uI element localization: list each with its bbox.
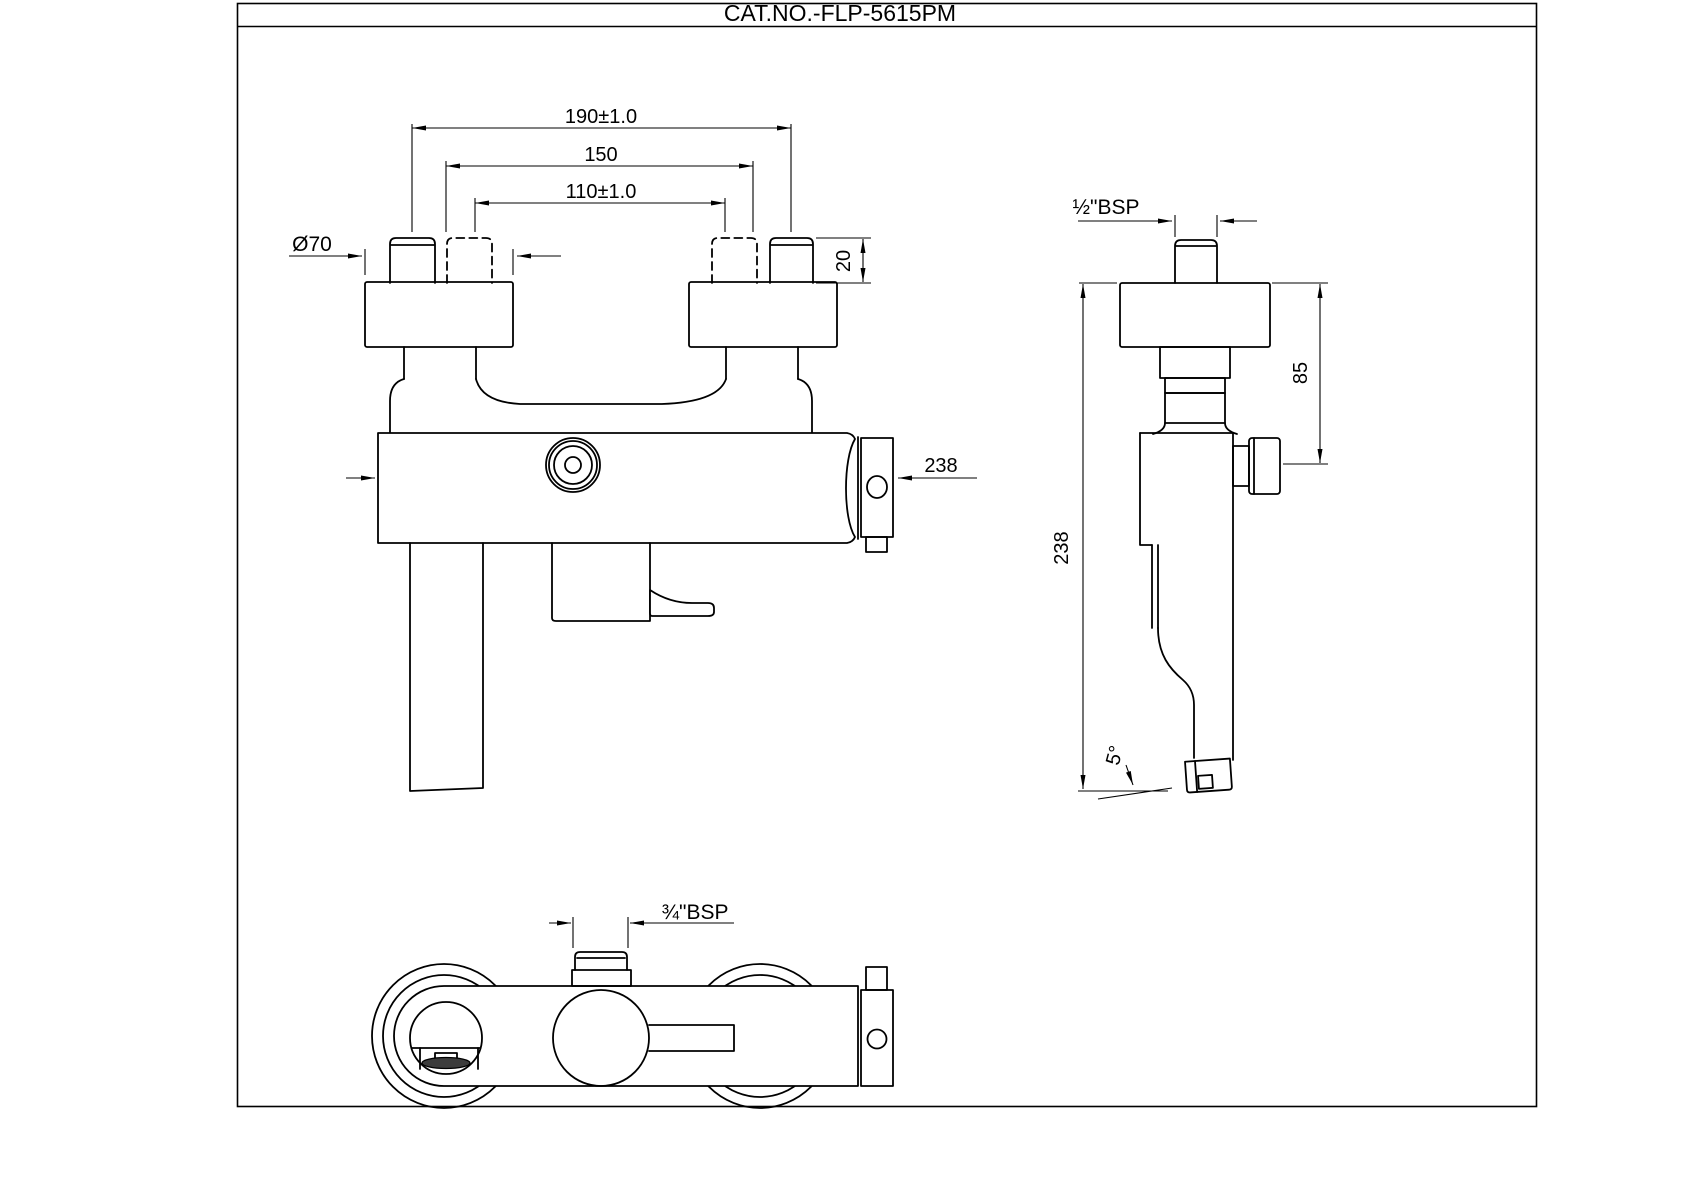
dim-label-spout-angle: 5° xyxy=(1102,743,1129,768)
end-cap-hole xyxy=(868,1030,887,1049)
spout-tube xyxy=(410,543,483,791)
dim-label-connector-length: 20 xyxy=(833,249,855,273)
left-wall-flange xyxy=(365,282,513,347)
housing-left-shoulder xyxy=(390,379,404,433)
dim-label-flange-diameter: Ø70 xyxy=(292,233,332,256)
bottom-body xyxy=(394,986,858,1086)
end-cap-lug xyxy=(866,967,887,990)
title-block xyxy=(238,0,1537,1107)
dim-label-upper-height: 85 xyxy=(1290,361,1312,385)
temperature-knob-end xyxy=(861,438,893,537)
side-wall-flange xyxy=(1120,283,1270,347)
mixer-body xyxy=(378,433,855,543)
dim-label-body-length: 238 xyxy=(924,455,958,477)
catalog-number: CAT.NO.-FLP-5615PM xyxy=(723,0,957,26)
housing-waterfall-line xyxy=(476,379,726,404)
knob-tab xyxy=(866,537,887,552)
dim-label-overall-height: 238 xyxy=(1051,531,1073,565)
handle-block xyxy=(552,543,650,621)
dim-label-inner-width: 110±1.0 xyxy=(565,181,637,203)
front-view xyxy=(289,106,977,791)
knob-detail xyxy=(867,476,887,498)
shower-outlet-neck xyxy=(1233,446,1249,486)
dim-label-inlet-thread: ½"BSP xyxy=(1072,196,1140,219)
sheet-border xyxy=(238,4,1537,1107)
bottom-outlet-stub xyxy=(575,952,627,970)
spout-profile xyxy=(1158,628,1194,758)
side-view xyxy=(1051,196,1328,799)
side-body-left xyxy=(1140,433,1152,545)
handle-lever xyxy=(650,590,714,616)
dim-label-overall-width: 190±1.0 xyxy=(564,106,638,128)
bottom-view xyxy=(372,901,893,1108)
side-neck xyxy=(1160,347,1230,378)
aerator-mesh xyxy=(422,1058,470,1069)
right-wall-flange xyxy=(689,282,837,347)
spout-tip xyxy=(1185,759,1232,793)
right-inlet-connector-alt xyxy=(712,238,757,283)
left-inlet-connector-alt xyxy=(447,238,492,283)
dim-label-pitch-width: 150 xyxy=(584,144,618,166)
dim-label-outlet-thread: ¾"BSP xyxy=(661,901,729,924)
end-cap-bottom xyxy=(861,990,893,1086)
housing-right-shoulder xyxy=(798,379,812,433)
